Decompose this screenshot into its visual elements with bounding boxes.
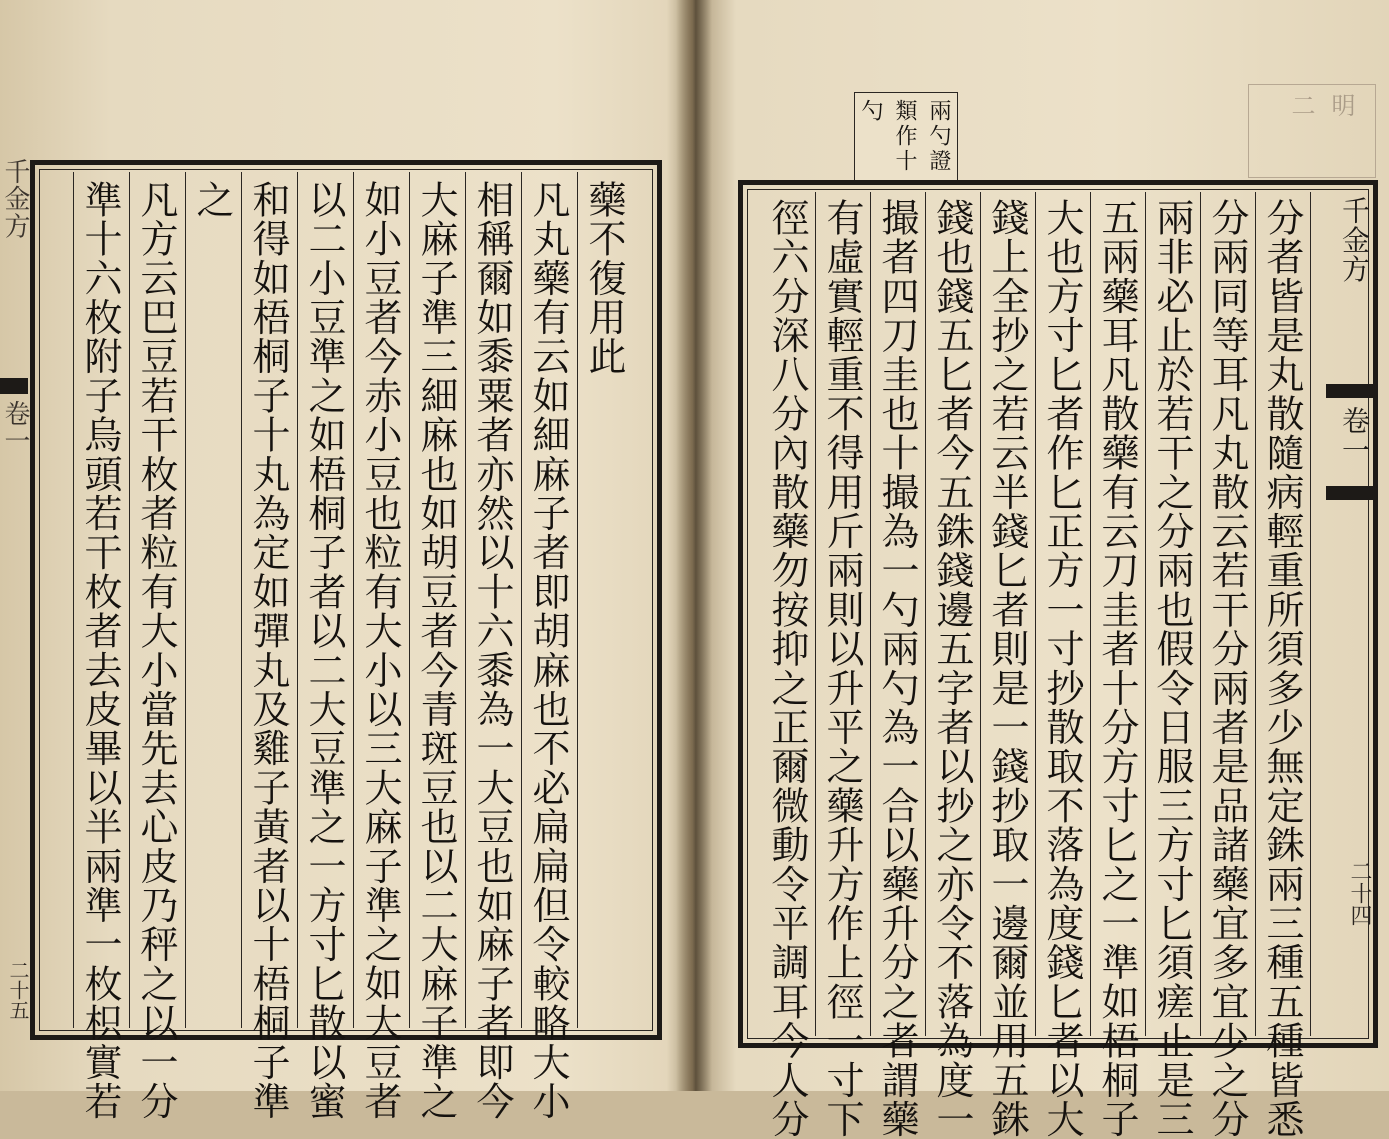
right-column-8: 撮者四刀圭也十撮為一勺兩勺為一合以藥升分之者謂藥: [875, 198, 919, 1139]
left-rule-2: [521, 172, 522, 1028]
left-page: [0, 0, 690, 1121]
right-column-9: 有虛實輕重不得用斤兩則以升平之藥升方作上徑一寸下: [820, 198, 864, 1139]
collector-seal: [1248, 84, 1376, 178]
headnote-line-3: 勺: [858, 99, 883, 124]
left-column-1: 藥不復用此: [582, 180, 626, 376]
right-column-1: 分者皆是丸散隨病輕重所須多少無定銖兩三種五種皆悉: [1260, 198, 1304, 1139]
right-column-5: 大也方寸匕者作匕正方一寸抄散取不落為度錢匕者以大: [1040, 198, 1084, 1139]
right-folio: 二十四: [1347, 860, 1372, 926]
right-rule-4: [1090, 192, 1091, 1036]
left-column-6: 以二小豆準之如梧桐子者以二大豆準之一方寸匕散以蜜: [302, 180, 346, 1121]
left-rule-8: [185, 172, 186, 1028]
right-page: [700, 0, 1389, 1139]
headnote-box: [854, 92, 958, 182]
right-column-6: 錢上全抄之若云半錢匕者則是一錢抄取一邊爾並用五銖: [985, 198, 1029, 1139]
right-rule-5: [1035, 192, 1036, 1036]
left-margin-volume: 卷一: [0, 400, 30, 455]
left-rule-10: [73, 172, 74, 1028]
left-column-10: 準十六枚附子烏頭若干枚者去皮畢以半兩準一枚枳實若: [78, 180, 122, 1121]
left-column-5: 如小豆者今赤小豆也粒有大小以三大麻子準之如大豆者: [358, 180, 402, 1121]
left-rule-3: [465, 172, 466, 1028]
left-column-9: 凡方云巴豆若干枚者粒有大小當先去心皮乃秤之以一分: [134, 180, 178, 1121]
right-rule-8: [870, 192, 871, 1036]
left-rule-9: [129, 172, 130, 1028]
left-rule-4: [409, 172, 410, 1028]
right-margin-title: 千金方: [1338, 196, 1371, 284]
left-rule-6: [297, 172, 298, 1028]
seal-char-2: 二: [1287, 93, 1315, 119]
left-column-2: 凡丸藥有云如細麻子者即胡麻也不必扁扁但令較略大小: [526, 180, 570, 1121]
right-margin-volume: 卷一: [1338, 406, 1371, 465]
left-folio: 二十五: [6, 960, 30, 1020]
left-column-8: 之: [190, 180, 234, 220]
right-column-3: 兩非必止於若干之分兩也假令日服三方寸匕須瘥止是三: [1150, 198, 1194, 1139]
left-column-4: 大麻子準三細麻也如胡豆者今青斑豆也以二大麻子準之: [414, 180, 458, 1121]
left-margin-title: 千金方: [0, 158, 30, 240]
right-rule-1: [1255, 192, 1256, 1036]
left-rule-1: [577, 172, 578, 1028]
right-fishtail-mark: [1326, 384, 1378, 398]
right-rule-3: [1145, 192, 1146, 1036]
right-column-4: 五兩藥耳凡散藥有云刀圭者十分方寸匕之一準如梧桐子: [1095, 198, 1139, 1139]
right-rule-2: [1200, 192, 1201, 1036]
right-column-7: 錢也錢五匕者今五銖錢邊五字者以抄之亦令不落為度一: [930, 198, 974, 1139]
left-rule-7: [241, 172, 242, 1028]
headnote-line-2: 類作十: [892, 99, 917, 174]
left-rule-5: [353, 172, 354, 1028]
right-rule-9: [815, 192, 816, 1036]
left-column-7: 和得如梧桐子十丸為定如彈丸及雞子黃者以十梧桐子準: [246, 180, 290, 1121]
right-margin-rule: [1310, 192, 1311, 1036]
left-column-3: 相稱爾如黍粟者亦然以十六黍為一大豆也如麻子者即今: [470, 180, 514, 1121]
left-fishtail-mark: [0, 378, 28, 394]
seal-char-1: 明: [1327, 93, 1355, 119]
headnote-line-1: 兩勺證: [926, 99, 951, 174]
right-rule-7: [925, 192, 926, 1036]
right-column-2: 分兩同等耳凡丸散云若干分兩者是品諸藥宜多宜少之分: [1205, 198, 1249, 1139]
right-rule-6: [980, 192, 981, 1036]
right-column-10: 徑六分深八分內散藥勿按抑之正爾微動令平調耳今人分: [765, 198, 809, 1139]
right-fishtail-mark-2: [1326, 486, 1378, 500]
